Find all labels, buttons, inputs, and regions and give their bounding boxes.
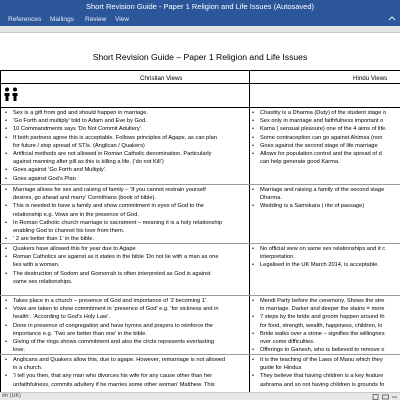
- bullet-line: • It is the teaching of the Laws of Manu which they: [252, 356, 400, 364]
- chevron-up-icon[interactable]: [388, 15, 396, 23]
- bullet-line: • ‘ 2 are better than 1’ in the bible.: [5, 235, 247, 243]
- bullet-line: • Sex is a gift from god and should happen in marriage.: [5, 109, 247, 117]
- bullet-line: • No official view on same sex relationships and it c: [252, 245, 400, 253]
- bullet-line: • In Roman Catholic church marriage is sacrament – meaning it is a holy relationship: [5, 219, 247, 227]
- bullet-line: • Anglicans and Quakers allow this, due to agape. However, remarriage is not allowed: [5, 356, 247, 364]
- hindu-cell: [252, 297, 400, 354]
- ribbon-tabs: [0, 14, 400, 26]
- hindu-views-header: Hindu Views: [353, 75, 388, 82]
- bullet-line: • Goes against the second stage of life marriage: [252, 142, 400, 150]
- table-border-left: [0, 70, 1, 392]
- bullet-line: • If both partners agree this is acceptable. Follows principles of Agape, as can plan: [5, 134, 247, 142]
- bullet-line: • Bride walks over a stone – signifies the willingnes: [252, 330, 400, 338]
- people-icon: [3, 87, 19, 101]
- hindu-cell: [252, 245, 400, 270]
- christian-views-header: Christian Views: [140, 75, 183, 82]
- bullet-line: • Some contraception can go against Ahimsa (non: [252, 134, 400, 142]
- continuation-line: lies with a woman.: [13, 262, 60, 269]
- bullet-line: • Kama ( sensual pleasure) one of the 4 aims of life.: [252, 125, 400, 133]
- bullet-line: • Giving of the rings shows commitment and also the circle represents everlasting: [5, 338, 247, 346]
- continuation-line: can help generate good Karma.: [260, 159, 340, 166]
- bullet-line: • Marriage and raising a family of the second stage: [252, 186, 400, 194]
- christian-cell: [5, 245, 247, 286]
- window-title: Short Revision Guide - Paper 1 Religion and Life Issues (Autosaved): [85, 2, 315, 11]
- bullet-line: • Artificial methods are not allowed in Roman Catholic denomination. Particularly: [5, 150, 247, 158]
- bullet-line: • Takes place in a church – presence of God and importance of ‘2 becoming 1’.: [5, 297, 247, 305]
- hindu-cell: [252, 109, 400, 166]
- status-bar: [0, 392, 400, 400]
- continuation-line: in a church.: [13, 365, 43, 372]
- continuation-line: for future / stop spread of STIs. (Anglican / Quakers): [13, 142, 145, 149]
- tab-review[interactable]: Review: [85, 16, 107, 23]
- continuation-line: unfaithfulness, commits adultery if he marries some other woman’ Matthew. This: [13, 381, 215, 388]
- christian-cell: [5, 297, 247, 354]
- bullet-line: • Mendi Party before the ceremony. Shows the stre: [252, 297, 400, 305]
- bullet-line: • Goes against ‘Go Forth and Multiply’.: [5, 166, 247, 174]
- zoom-icon[interactable]: [391, 394, 398, 400]
- bullet-line: • Roman Catholics are against as it states in the bible ‘Do not lie with a man as one: [5, 253, 247, 261]
- hindu-cell: [252, 186, 400, 211]
- bullet-line: • Sex only in marriage and faithfulness important o: [252, 117, 400, 125]
- bullet-line: • Legalised in the UK March 2014, is acceptable.: [252, 261, 400, 269]
- ruler: [0, 26, 400, 33]
- document-page: [0, 33, 400, 392]
- hindu-cell: [252, 356, 400, 389]
- table-row-rule: [0, 184, 400, 185]
- title-bar: [0, 0, 400, 14]
- continuation-line: relationship e.g. Vows are in the presence of God.: [13, 211, 139, 218]
- christian-cell: [5, 186, 247, 243]
- tab-mailings[interactable]: Mailings: [50, 16, 74, 23]
- continuation-line: interpretation.: [260, 254, 295, 261]
- table-divider: [249, 70, 250, 392]
- bullet-line: • Offerings to Ganesh, who is believed to remove o: [252, 346, 400, 354]
- bullet-line: • Marriage allows for sex and raising of family – ‘If you cannot restrain yourself: [5, 186, 247, 194]
- continuation-line: against manning after pill as this is killing a life. (‘do not Kill’): [13, 159, 164, 166]
- language-status[interactable]: éh (UK): [2, 393, 21, 399]
- bullet-line: • They believe that having children is a key feature: [252, 372, 400, 380]
- bullet-line: • Goes against God’s Plan: [5, 175, 247, 183]
- christian-cell: [5, 109, 247, 183]
- continuation-line: ashrama and so not having children is grounds fo: [260, 381, 385, 388]
- bullet-line: • Wedding is a Samskara ( rite of passage): [252, 202, 400, 210]
- bullet-line: • Chastity is a Dharma (Duty) of the student stage o: [252, 109, 400, 117]
- table-row-rule: [0, 107, 400, 108]
- bullet-line: • Allows for population control and the spread of d: [252, 150, 400, 158]
- bullet-line: • The destruction of Sodom and Gomorrah is often interpreted as God is against: [5, 270, 247, 278]
- bullet-line: • 10 Commandments says ‘Do Not Commit Adultery’.: [5, 125, 247, 133]
- tab-references[interactable]: References: [8, 16, 42, 23]
- continuation-line: Dharma.: [260, 195, 282, 202]
- bullet-line: • ‘I tell you then, that any man who divorces his wife for any cause other than her: [5, 372, 247, 380]
- continuation-line: desires, go ahead and marry’ Corinthians (book of bible).: [13, 195, 157, 202]
- bullet-line: • This is needed to have a family and show commitment in eyes of God to the: [5, 202, 247, 210]
- table-row-rule: [0, 83, 400, 84]
- web-layout-icon[interactable]: [382, 394, 389, 400]
- bullet-line: • Quakers have allowed this for year due to Agape: [5, 245, 247, 253]
- continuation-line: guide for Hindus: [260, 365, 302, 372]
- bullet-line: • 7 steps by the bride and groom happen around th: [252, 313, 400, 321]
- bullet-line: • Vows are taken to show commitment in ‘presence of God’ e.g. ‘for sickness and in: [5, 305, 247, 313]
- continuation-line: same sex relationships.: [13, 278, 73, 285]
- continuation-line: importance e.g. ‘Two are better than one’ in the bible.: [13, 330, 147, 337]
- continuation-line: health’. ‘According to God’s Holy Law’.: [13, 314, 110, 321]
- bullet-line: • Done in presence of congregation and have hymns and prayers to reinforce the: [5, 322, 247, 330]
- bullet-line: • ‘Go Forth and multiply’ told to Adam and Eve by God.: [5, 117, 247, 125]
- continuation-line: for food, strength, wealth, happiness, children, lo: [260, 322, 383, 329]
- page-title: Short Revision Guide – Paper 1 Religion and Life Issues: [92, 52, 308, 62]
- continuation-line: over come difficulties.: [260, 339, 315, 346]
- print-layout-icon[interactable]: [372, 394, 379, 400]
- continuation-line: enabling God to channel his love from them.: [13, 228, 125, 235]
- continuation-line: love.: [13, 347, 26, 354]
- table-row-rule: [0, 295, 400, 296]
- table-border-top: [0, 70, 400, 71]
- christian-cell: [5, 356, 247, 389]
- tab-view[interactable]: View: [115, 16, 129, 23]
- continuation-line: in marriage. Darker and deeper the stains = more: [260, 306, 385, 313]
